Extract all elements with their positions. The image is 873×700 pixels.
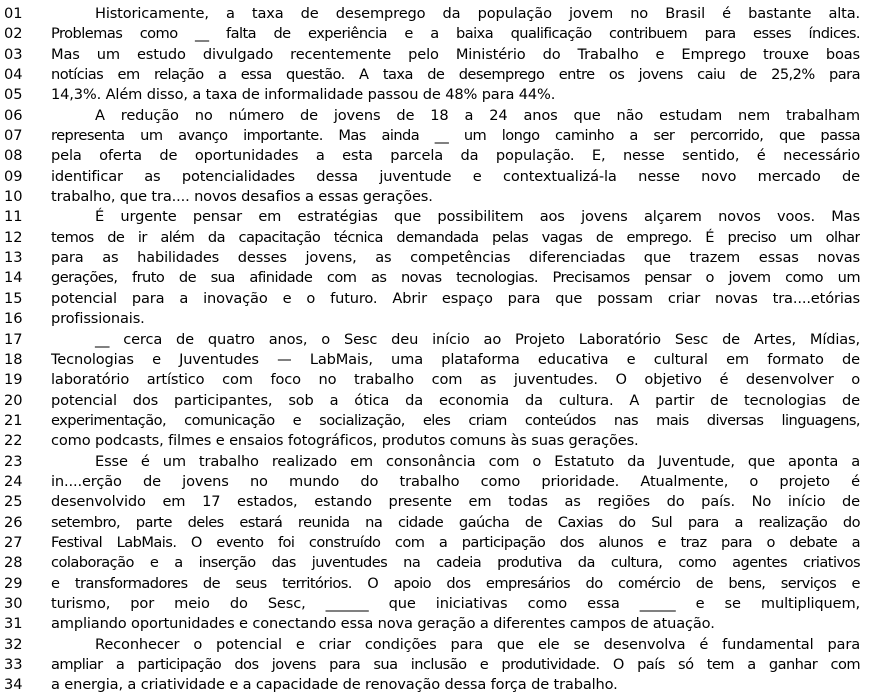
text-line xyxy=(0,533,873,553)
text-line xyxy=(0,452,873,472)
text-line xyxy=(0,472,873,492)
line-text: identificar as potencialidades dessa juventude e contextualizá-la nesse novo mercado de xyxy=(51,167,860,185)
line-number: 25 xyxy=(4,493,23,511)
line-text: para as habilidades desses jovens, as competências diferenciadas que trazem essas novas xyxy=(51,249,860,267)
line-number: 33 xyxy=(4,656,23,673)
line-text: A redução no número de jovens de 18 a 24 anos que não estudam nem trabalham xyxy=(95,106,860,124)
line-text: potencial para a inovação e o futuro. Abrir espaço para que possam criar novas tra....etórias xyxy=(51,289,860,307)
line-number: 03 xyxy=(4,45,23,63)
line-number: 18 xyxy=(4,350,23,368)
text-line xyxy=(0,289,873,309)
text-line xyxy=(0,24,873,44)
line-number: 34 xyxy=(4,676,23,694)
line-number: 21 xyxy=(4,411,23,429)
line-text: desenvolvido em 17 estados, estando presente em todas as regiões do país. No início de xyxy=(51,493,860,511)
line-text: pela oferta de oportunidades a esta parcela da população. E, nesse sentido, é necessário xyxy=(51,147,860,165)
line-text: gerações, fruto de sua afinidade com as novas tecnologias. Precisamos pensar o jovem como um xyxy=(51,269,860,287)
line-number: 20 xyxy=(4,391,23,409)
line-text: É urgente pensar em estratégias que possibilitem aos jovens alçarem novos voos. Mas xyxy=(95,208,860,226)
line-number: 08 xyxy=(4,147,23,165)
line-number: 07 xyxy=(4,127,23,145)
line-number: 24 xyxy=(4,472,23,490)
line-number: 10 xyxy=(4,188,23,206)
text-line xyxy=(0,268,873,288)
line-text: temos de ir além da capacitação técnica demandada pelas vagas de emprego. É preciso um olhar xyxy=(51,228,860,246)
line-text: turismo, por meio do Sesc, ______ que iniciativas como essa _____ e se multipliquem, xyxy=(51,594,860,612)
line-number: 28 xyxy=(4,554,23,572)
text-line xyxy=(0,187,873,207)
line-text: ampliando oportunidades e conectando essa nova geração a diferentes campos de atuação. xyxy=(51,615,715,633)
text-line xyxy=(0,106,873,126)
line-number: 27 xyxy=(4,533,23,551)
text-line xyxy=(0,167,873,187)
line-text: representa um avanço importante. Mas ainda __ um longo caminho a ser percorrido, que passa xyxy=(51,127,860,145)
line-text: Tecnologias e Juventudes — LabMais, uma plataforma educativa e cultural em formato de xyxy=(51,350,860,368)
line-text: 14,3%. Além disso, a taxa de informalidade passou de 48% para 44%. xyxy=(51,86,556,104)
line-number: 02 xyxy=(4,25,23,43)
line-text: trabalho, que tra.... novos desafios a essas gerações. xyxy=(51,188,433,206)
text-line xyxy=(0,330,873,350)
line-text: Esse é um trabalho realizado em consonância com o Estatuto da Juventude, que aponta a xyxy=(95,452,860,470)
text-line xyxy=(0,655,873,675)
line-number: 31 xyxy=(4,615,23,633)
text-line xyxy=(0,492,873,512)
line-number: 22 xyxy=(4,432,23,450)
line-text: como podcasts, filmes e ensaios fotográficos, produtos comuns às suas gerações. xyxy=(51,432,639,450)
text-line xyxy=(0,45,873,65)
text-line xyxy=(0,65,873,85)
line-number: 16 xyxy=(4,310,23,328)
text-line xyxy=(0,513,873,533)
line-number: 17 xyxy=(4,330,23,348)
text-line xyxy=(0,391,873,411)
text-line xyxy=(0,207,873,227)
line-number: 23 xyxy=(4,452,23,470)
text-line xyxy=(0,4,873,24)
line-number: 15 xyxy=(4,289,23,307)
line-number: 32 xyxy=(4,635,23,653)
line-number: 19 xyxy=(4,371,23,389)
line-text: laboratório artístico com foco no trabalho com as juventudes. O objetivo é desenvolver o xyxy=(51,371,860,389)
text-line xyxy=(0,553,873,573)
line-text: e transformadores de seus territórios. O apoio dos empresários do comércio de bens, serviços e xyxy=(51,574,860,592)
text-line xyxy=(0,126,873,146)
line-number: 11 xyxy=(4,208,23,226)
line-number: 30 xyxy=(4,594,23,612)
line-text: Reconhecer o potencial e criar condições para que ele se desenvolva é fundamental para xyxy=(95,635,860,653)
line-text: profissionais. xyxy=(51,310,145,328)
line-text: Festival LabMais. O evento foi construído com a participação dos alunos e traz para o debate a xyxy=(51,533,860,551)
line-number: 06 xyxy=(4,106,23,124)
line-text: Problemas como __ falta de experiência e a baixa qualificação contribuem para esses índices. xyxy=(51,25,860,43)
line-text: Historicamente, a taxa de desemprego da população jovem no Brasil é bastante alta. xyxy=(95,5,860,22)
text-line xyxy=(0,350,873,370)
text-line xyxy=(0,594,873,614)
line-number: 26 xyxy=(4,513,23,531)
text-line xyxy=(0,146,873,166)
text-line xyxy=(0,228,873,248)
line-text: a energia, a criatividade e a capacidade de renovação dessa força de trabalho. xyxy=(51,676,618,694)
text-line xyxy=(0,635,873,655)
line-number: 12 xyxy=(4,228,23,246)
line-number: 13 xyxy=(4,249,23,267)
text-line xyxy=(0,411,873,431)
line-number: 29 xyxy=(4,574,23,592)
text-line xyxy=(0,370,873,390)
text-line xyxy=(0,309,873,329)
line-text: __ cerca de quatro anos, o Sesc deu início ao Projeto Laboratório Sesc de Artes, Mídias, xyxy=(95,330,860,348)
text-line xyxy=(0,248,873,268)
line-number: 01 xyxy=(4,5,23,22)
line-text: potencial dos participantes, sob a ótica da economia da cultura. A partir de tecnologias de xyxy=(51,391,860,409)
line-text: ampliar a participação dos jovens para sua inclusão e produtividade. O país só tem a ganhar com xyxy=(51,656,860,673)
line-text: experimentação, comunicação e socialização, eles criam conteúdos nas mais diversas linguagens, xyxy=(51,411,860,429)
line-number: 04 xyxy=(4,66,23,84)
line-text: colaboração e a inserção das juventudes na cadeia produtiva da cultura, como agentes criativos xyxy=(51,554,860,572)
line-text: in....erção de jovens no mundo do trabalho como prioridade. Atualmente, o projeto é xyxy=(51,472,860,490)
line-text: notícias em relação a essa questão. A taxa de desemprego entre os jovens caiu de 25,2% para xyxy=(51,66,860,84)
line-text: Mas um estudo divulgado recentemente pelo Ministério do Trabalho e Emprego trouxe boas xyxy=(51,45,860,63)
line-number: 05 xyxy=(4,86,23,104)
line-text: setembro, parte deles estará reunida na cidade gaúcha de Caxias do Sul para a realização do xyxy=(51,513,860,531)
text-line xyxy=(0,614,873,634)
text-line xyxy=(0,85,873,105)
line-number: 09 xyxy=(4,167,23,185)
text-line xyxy=(0,574,873,594)
line-number: 14 xyxy=(4,269,23,287)
text-line xyxy=(0,431,873,451)
text-line xyxy=(0,675,873,695)
